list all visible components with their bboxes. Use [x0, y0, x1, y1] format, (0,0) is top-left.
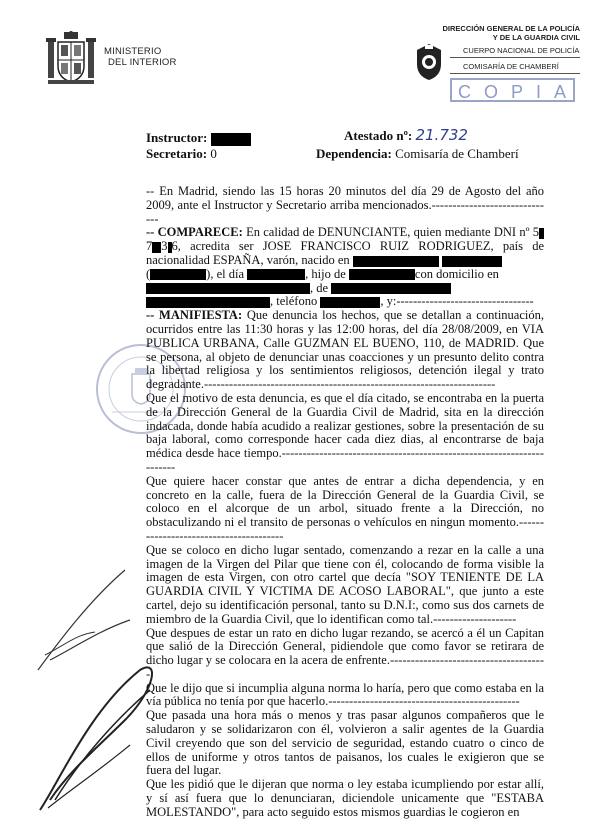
redaction-bar — [211, 133, 251, 146]
paragraph-statement: Que el motivo de esta denuncia, es que el día citado, se encontraba en la puerta de la Dirección General de la Guardia Civil de Madrid, sita en la dirección indacada, donde había acudido a realizar gestiones, sobre la presentación de su baja laboral, como corresponde hacer cada diez dias, al encontrarse de baja médica desde hace tiempo.---------------------------------------------------------------------- — [146, 390, 544, 474]
atestado-label: Atestado nº: — [344, 128, 413, 143]
redaction-bar — [146, 297, 270, 308]
redaction-bar — [152, 242, 161, 253]
manifiesta-label: -- MANIFIESTA: — [146, 308, 243, 323]
header-divider — [450, 57, 580, 58]
cuerpo-label: CUERPO NACIONAL DE POLICÍA — [463, 46, 580, 55]
paragraph-statement: Que se coloco en dicho lugar sentado, comenzando a rezar en la calle a una imagen de la Virgen del Pilar que tiene con él, colocando de forma visible la imagen de esta Virgen, con otro cartel que decía "SOY TENIENTE DE LA GUARDIA CIVIL Y VICTIMA DE ACOSO LABORAL", que junto a este cartel, dejo su identificación personal, tanto su D.N.I:, como sus dos carnets de miembro de la Guardia Civil, que lo identifican como tal.-------------------- — [146, 542, 544, 626]
secretario-value: 0 — [210, 146, 217, 161]
comparece-text: , y:--------------------------------- — [380, 294, 534, 309]
spanish-coat-of-arms-icon — [44, 30, 98, 88]
police-badge-icon — [414, 42, 444, 82]
redaction-bar — [150, 269, 206, 280]
direction-line-1: DIRECCIÓN GENERAL DE LA POLICÍA — [442, 24, 580, 33]
header-divider — [450, 73, 580, 74]
redaction-bar — [320, 297, 380, 308]
ministry-label — [104, 46, 177, 68]
dependencia-field — [316, 146, 519, 162]
redaction-bar — [539, 228, 544, 239]
comparece-label: -- COMPARECE: — [146, 225, 243, 240]
paragraph-statement: Que le dijo que si incumplia alguna norma lo haría, pero que como estaba en la vía pública no tenía por que hacerlo.---------------------------------------------- — [146, 680, 544, 709]
copia-stamp: COPIA — [450, 78, 575, 102]
paragraph-statement: Que quiere hacer constar que antes de entrar a dicha dependencia, y en concreto en la calle, fuera de la Dirección General de la Guardia Civil, se coloco en el alcorque de un arbol, situado frente a la Dirección, no obstaculizando ni el transito de personas o vehículos en ningun momento.--------------------------------------- — [146, 473, 544, 543]
comparece-text: En calidad de DENUNCIANTE, quien mediante DNI nº — [242, 225, 530, 240]
instructor-field — [146, 130, 251, 146]
dni-fragment: 5 — [532, 225, 540, 240]
ministry-line-1: MINISTERIO — [104, 46, 162, 57]
paragraph-statement: Que les pidió que le dijeran que norma o ley estaba icumpliendo por estar allí, y sí así fuera que lo denunciaran, diciendole unicamente que "ESTABA MOLESTANDO", para acto seguido estos mismos guardias le cogieron en — [146, 777, 544, 819]
atestado-number: 21.732 — [415, 126, 468, 144]
ministry-line-2: DEL INTERIOR — [108, 57, 177, 68]
redaction-bar — [349, 269, 415, 280]
comparece-text: , de — [310, 280, 329, 295]
redaction-bar — [331, 283, 451, 294]
atestado-field — [344, 127, 468, 144]
dni-fragment: 3 — [161, 239, 168, 254]
instructor-label: Instructor: — [146, 130, 208, 145]
manifiesta-text: Que denuncia los hechos, que se detallan a continuación, ocurridos entre las 11:30 horas y las 12:00 horas, del día 28/08/2009, en VIA PUBLICA URBANA, Calle GUZMAN EL BUENO, 110, de MADRID. Que se persona, al objeto de denunciar unas coacciones y un presunto delito contra la libertad religiosa y los sentimientos religiosos, detención ilegal y trato degradante.---------------------------------------------------------------------- — [146, 308, 544, 392]
comparece-text: , hijo de — [305, 266, 346, 281]
paragraph-manifiesta — [146, 309, 544, 392]
dependencia-label: Dependencia: — [316, 146, 392, 161]
redaction-bar — [353, 256, 439, 267]
declaration-body — [146, 185, 544, 820]
dependencia-value: Comisaría de Chamberí — [395, 146, 519, 161]
redaction-bar — [442, 256, 502, 267]
paragraph-comparece: -- COMPARECE: En calidad de DENUNCIANTE, quien mediante DNI nº 57 3 6, acredita ser JOSE FRANCISCO RUIZ RODRIGUEZ, país de nacionalidad ESPAÑA, varón, nacido en ( ), el día , hijo de con domicilio en , de , teléfono , y:--------------------------------- — [146, 225, 544, 309]
redaction-bar — [210, 283, 310, 294]
dni-fragment: 6 — [171, 239, 178, 254]
paragraph-statement: Que despues de estar un rato en dicho lugar rezando, se acercó a él un Capitan que salió de la Dirección General, pidiendole que como favor se retirara de dicho lugar y se colocara en la acera de enfrente.-------------------------------------- — [146, 625, 544, 681]
redaction-bar — [146, 283, 210, 294]
direction-header — [420, 24, 580, 42]
comparece-text: con domicilio en — [414, 266, 499, 281]
comparece-text: , acredita ser JOSE FRANCISCO RUIZ RODRIGUEZ, país de nacionalidad ESPAÑA, varón, nacido en — [146, 239, 544, 267]
comparece-text: ), el día — [206, 266, 245, 281]
paragraph-intro: -- En Madrid, siendo las 15 horas 20 minutos del día 29 de Agosto del año 2009, ante el Instructor y Secretario arriba mencionados.------------------------------ — [146, 184, 544, 226]
paragraph-statement: Que pasada una hora más o menos y tras pasar algunos compañeros que le saludaron y se solidarizaron con él, volvieron a salir agentes de la Guardia Civil creyendo que son del servicio de seguridad, estando cuatro o cinco de ellos de uniforme y otros tantos de paisanos, los cuales le exigieron que se fuera del lugar. — [146, 708, 544, 778]
secretario-field — [146, 146, 217, 162]
redaction-bar — [247, 269, 305, 280]
direction-line-2: Y DE LA GUARDIA CIVIL — [492, 33, 580, 42]
comparece-text: , teléfono — [270, 294, 318, 309]
secretario-label: Secretario: — [146, 146, 208, 161]
comisaria-label: COMISARÍA DE CHAMBERÍ — [463, 62, 559, 71]
dni-fragment: 7 — [146, 239, 153, 254]
